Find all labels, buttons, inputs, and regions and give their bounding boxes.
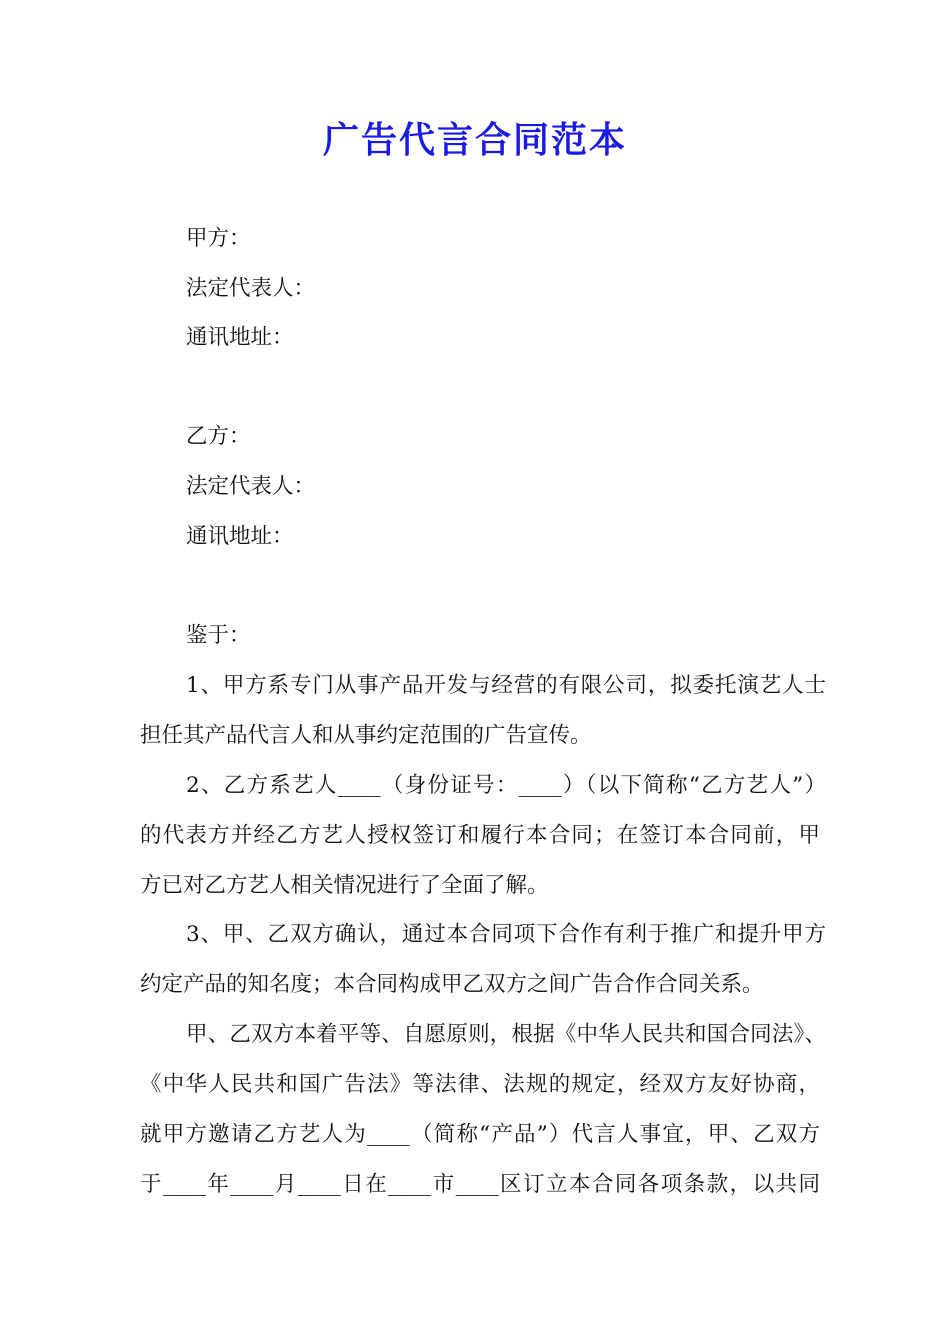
document-title: 广告代言合同范本: [322, 120, 627, 161]
party-b-label: 乙方：: [186, 424, 251, 449]
party-a-address: 通讯地址：: [186, 325, 294, 350]
party-b-representative: 法定代表人：: [186, 474, 316, 499]
body-line: 就甲方邀请乙方艺人为____（简称“产品”）代言人事宜，甲、乙双方: [140, 1122, 820, 1147]
body-line: 约定产品的知名度；本合同构成甲乙双方之间广告合作合同关系。: [140, 972, 764, 997]
body-line: 《中华人民共和国广告法》等法律、法规的规定，经双方友好协商，: [140, 1072, 820, 1097]
body-line: 于____年____月____日在____市____区订立本合同各项条款，以共同: [140, 1172, 820, 1197]
party-b-address: 通讯地址：: [186, 524, 294, 549]
whereas-heading: 鉴于：: [186, 623, 251, 648]
body-line: 甲、乙双方本着平等、自愿原则，根据《中华人民共和国合同法》、: [186, 1022, 826, 1047]
party-a-label: 甲方：: [186, 226, 251, 251]
body-line: 3、甲、乙双方确认，通过本合同项下合作有利于推广和提升甲方: [186, 922, 826, 947]
body-line: 方已对乙方艺人相关情况进行了全面了解。: [140, 873, 549, 898]
party-a-representative: 法定代表人：: [186, 276, 316, 301]
body-line: 2、乙方系艺人____（身份证号：____）（以下简称“乙方艺人”）: [186, 773, 826, 798]
body-line: 担任其产品代言人和从事约定范围的广告宣传。: [140, 723, 592, 748]
body-line: 1、甲方系专门从事产品开发与经营的有限公司，拟委托演艺人士: [186, 673, 826, 698]
body-line: 的代表方并经乙方艺人授权签订和履行本合同；在签订本合同前，甲: [140, 823, 820, 848]
